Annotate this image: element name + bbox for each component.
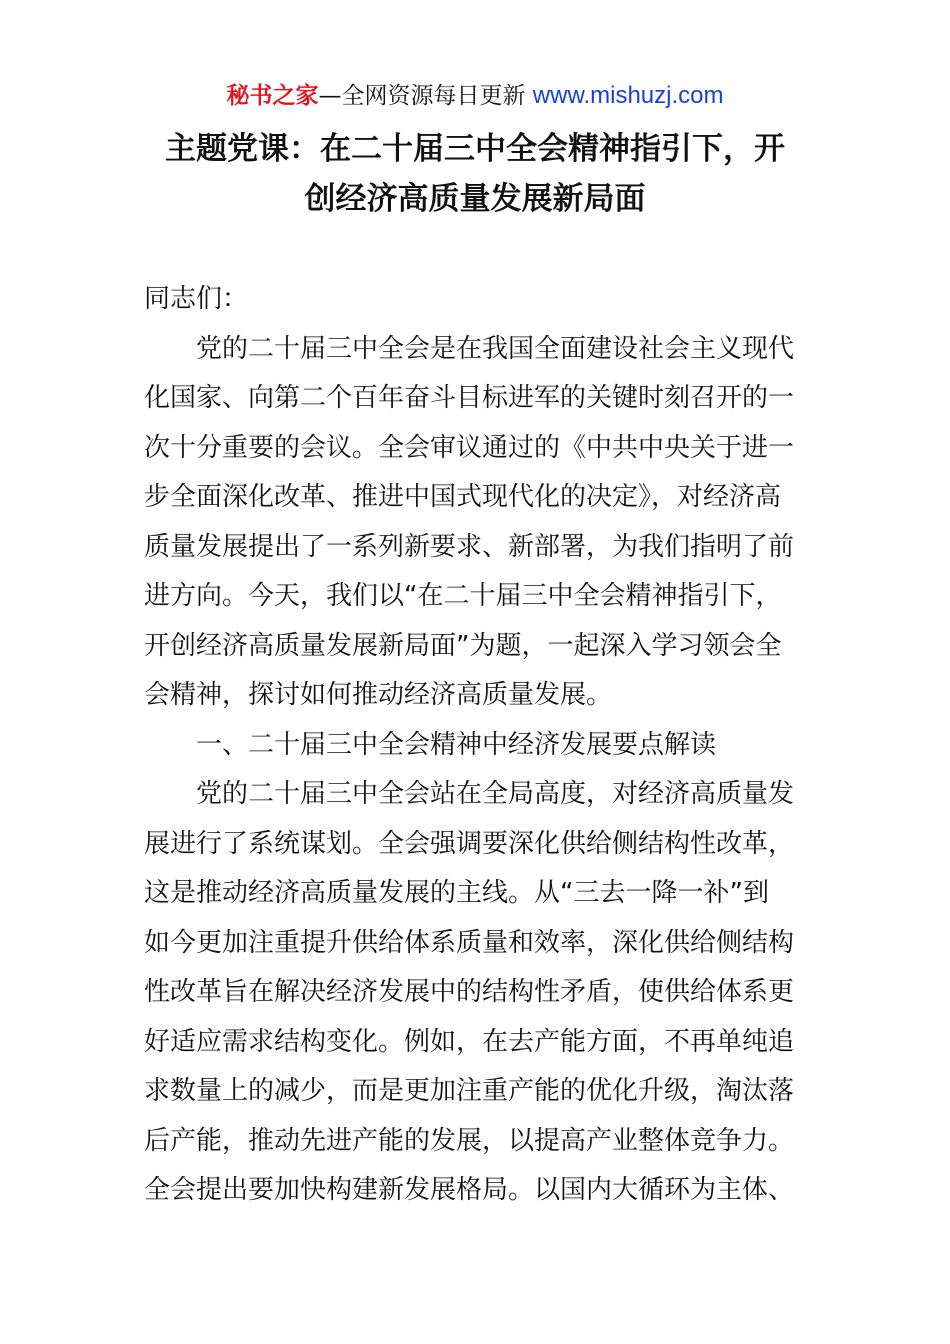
body-line: 进方向。今天，我们以“在二十届三中全会精神指引下， xyxy=(144,581,782,611)
body-line: 化国家、向第二个百年奋斗目标进军的关键时刻召开的一 xyxy=(144,383,795,413)
document-title-line-1: 主题党课：在二十届三中全会精神指引下，开 xyxy=(165,131,785,167)
body-line: 这是推动经济高质量发展的主线。从“三去一降一补”到 xyxy=(144,878,769,908)
body-line: 会精神，探讨如何推动经济高质量发展。 xyxy=(144,680,613,710)
body-line: 步全面深化改革、推进中国式现代化的决定》，对经济高 xyxy=(144,482,782,512)
body-line: 党的二十届三中全会站在全局高度，对经济高质量发 xyxy=(196,779,795,809)
document-body xyxy=(144,275,808,1216)
site-brand: 秘书之家 xyxy=(226,83,319,109)
body-line: 性改革旨在解决经济发展中的结构性矛盾，使供给体系更 xyxy=(144,977,795,1007)
section-heading: 一、二十届三中全会精神中经济发展要点解读 xyxy=(196,729,717,760)
body-line: 质量发展提出了一系列新要求、新部署，为我们指明了前 xyxy=(144,531,795,562)
document-title xyxy=(120,124,830,224)
body-line: 好适应需求结构变化。例如，在去产能方面，不再单纯追 xyxy=(144,1026,795,1057)
body-line: 求数量上的减少，而是更加注重产能的优化升级，淘汰落 xyxy=(144,1076,795,1106)
body-line: 全会提出要加快构建新发展格局。以国内大循环为主体、 xyxy=(144,1175,795,1205)
document-title-line-2: 创经济高质量发展新局面 xyxy=(304,181,646,217)
body-line: 开创经济高质量发展新局面”为题，一起深入学习领会全 xyxy=(144,630,782,661)
salutation: 同志们： xyxy=(144,284,249,314)
body-line: 展进行了系统谋划。全会强调要深化供给侧结构性改革， xyxy=(144,828,795,859)
site-header xyxy=(0,80,950,112)
body-line: 党的二十届三中全会是在我国全面建设社会主义现代 xyxy=(196,333,795,364)
site-url-link[interactable]: www.mishuzj.com xyxy=(532,82,724,109)
body-line: 次十分重要的会议。全会审议通过的《中共中央关于进一 xyxy=(144,432,795,463)
body-line: 后产能，推动先进产能的发展，以提高产业整体竞争力。 xyxy=(144,1125,795,1156)
body-line: 如今更加注重提升供给体系质量和效率，深化供给侧结构 xyxy=(144,927,795,958)
site-tagline: —全网资源每日更新 xyxy=(318,83,533,109)
